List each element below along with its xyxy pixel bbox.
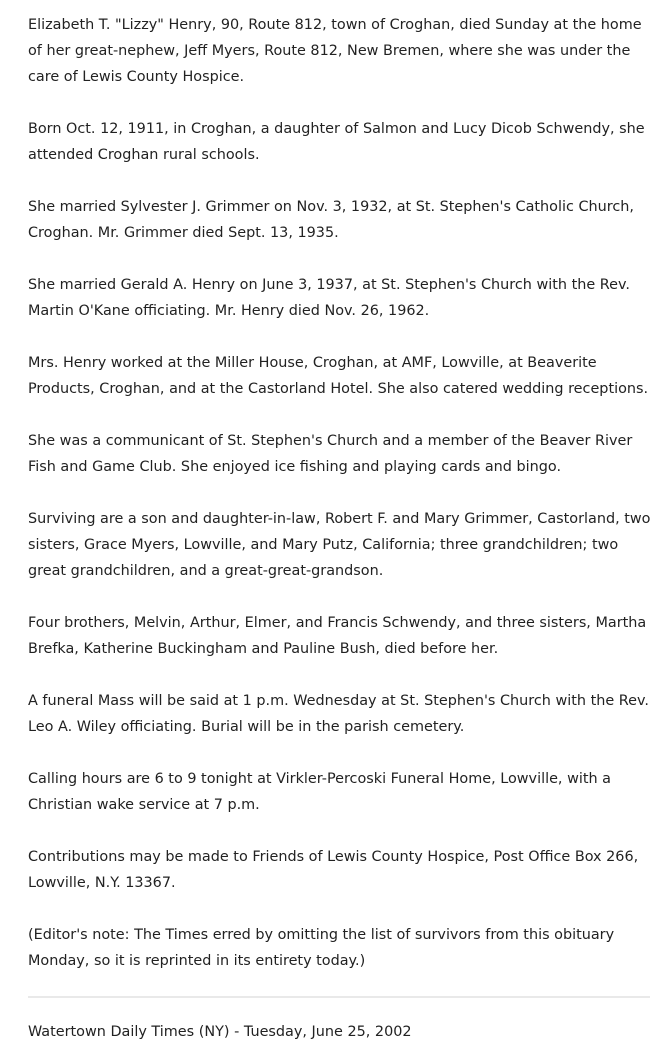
source-divider — [28, 996, 650, 998]
obituary-paragraph-5: Mrs. Henry worked at the Miller House, Croghan, at AMF, Lowville, at Beaverite Products, Croghan, and at the Castorland Hotel. She also catered wedding receptions. — [28, 355, 649, 397]
obituary-paragraph-12: (Editor's note: The Times erred by omitting the list of survivors from this obituary Monday, so it is reprinted in its entirety today.) — [28, 927, 615, 969]
obituary-paragraph-9: A funeral Mass will be said at 1 p.m. Wednesday at St. Stephen's Church with the Rev. Leo A. Wiley officiating. Burial will be in the parish cemetery. — [28, 693, 649, 735]
obituary-paragraph-10: Calling hours are 6 to 9 tonight at Virkler-Percoski Funeral Home, Lowville, with a Christian wake service at 7 p.m. — [28, 771, 611, 813]
obituary-paragraph-11: Contributions may be made to Friends of Lewis County Hospice, Post Office Box 266, Lowville, N.Y. 13367. — [28, 849, 639, 891]
obituary-paragraph-8: Four brothers, Melvin, Arthur, Elmer, and Francis Schwendy, and three sisters, Martha Brefka, Katherine Buckingham and Pauline Bush, died before her. — [28, 615, 647, 657]
obituary-paragraph-7: Surviving are a son and daughter-in-law, Robert F. and Mary Grimmer, Castorland, two sisters, Grace Myers, Lowville, and Mary Putz, California; three grandchildren; two great grandchildren, and a great-great-grandson. — [28, 511, 651, 579]
obituary-paragraph-3: She married Sylvester J. Grimmer on Nov. 3, 1932, at St. Stephen's Catholic Church, Croghan. Mr. Grimmer died Sept. 13, 1935. — [28, 199, 634, 241]
obituary-paragraph-6: She was a communicant of St. Stephen's Church and a member of the Beaver River Fish and Game Club. She enjoyed ice fishing and playing cards and bingo. — [28, 433, 633, 475]
obituary-paragraph-1: Elizabeth T. "Lizzy" Henry, 90, Route 812, town of Croghan, died Sunday at the home of her great-nephew, Jeff Myers, Route 812, New Bremen, where she was under the care of Lewis County Hospice. — [28, 17, 642, 85]
obituary-article — [28, 12, 656, 1000]
obituary-paragraph-4: She married Gerald A. Henry on June 3, 1937, at St. Stephen's Church with the Rev. Martin O'Kane officiating. Mr. Henry died Nov. 26, 1962. — [28, 277, 630, 319]
source-line: Watertown Daily Times (NY) - Tuesday, June 25, 2002 — [28, 1024, 412, 1040]
obituary-paragraph-2: Born Oct. 12, 1911, in Croghan, a daughter of Salmon and Lucy Dicob Schwendy, she attended Croghan rural schools. — [28, 121, 645, 163]
